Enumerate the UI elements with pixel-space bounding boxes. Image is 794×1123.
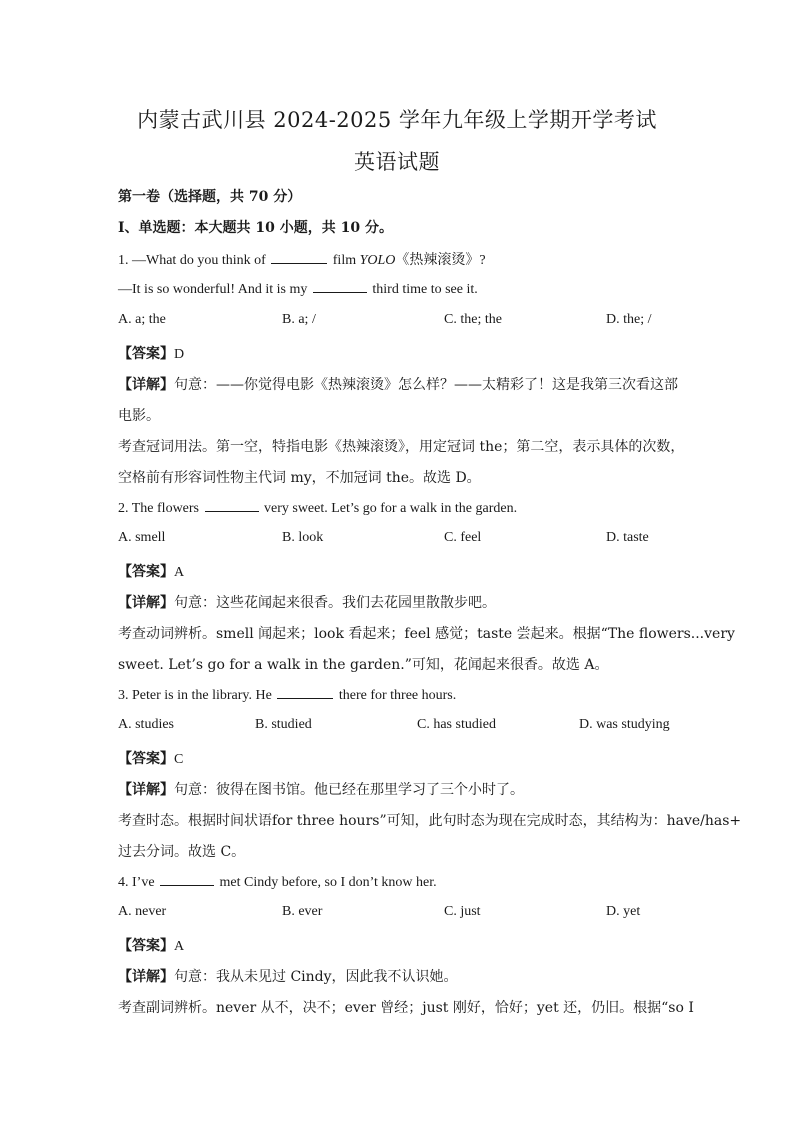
question-4-answer: 【答案】A xyxy=(118,938,185,954)
document-subtitle: 英语试题 xyxy=(354,150,440,174)
question-2-detail: 【详解】句意：这些花闻起来很香。我们去花园里散散步吧。 xyxy=(118,595,496,611)
question-4-option-b: B. ever xyxy=(282,904,323,919)
answer-blank xyxy=(271,251,327,264)
question-1-option-d: D. the; / xyxy=(606,312,652,327)
question-3-option-c: C. has studied xyxy=(417,717,496,732)
question-1-option-b: B. a; / xyxy=(282,312,316,327)
question-4-option-a: A. never xyxy=(118,904,167,919)
question-2-option-c: C. feel xyxy=(444,530,482,545)
question-4-analysis: 考查副词辨析。never 从不，决不；ever 曾经；just 刚好，恰好；yet 还，仍旧。根据“so I xyxy=(118,1000,694,1016)
answer-blank xyxy=(313,280,367,293)
answer-blank xyxy=(160,873,214,886)
question-1-answer: 【答案】D xyxy=(118,346,185,362)
question-2-answer: 【答案】A xyxy=(118,564,185,580)
question-3-option-b: B. studied xyxy=(255,717,312,732)
question-3-analysis-cont: 过去分词。故选 C。 xyxy=(118,844,246,860)
question-1-analysis-cont: 空格前有形容词性物主代词 my，不加冠词 the。故选 D。 xyxy=(118,470,481,486)
question-2-option-d: D. taste xyxy=(606,530,649,545)
question-1-detail: 【详解】句意：——你觉得电影《热辣滚烫》怎么样？——太精彩了！这是我第三次看这部 xyxy=(118,377,678,393)
document-title: 内蒙古武川县 2024-2025 学年九年级上学期开学考试 xyxy=(137,108,657,132)
question-3-analysis: 考查时态。根据时间状语for three hours”可知，此句时态为现在完成时态，其结构为：have/has+ xyxy=(118,813,742,829)
question-2-stem: 2. The flowers very sweet. Let’s go for a walk in the garden. xyxy=(118,501,518,516)
question-4-detail: 【详解】句意：我从未见过 Cindy，因此我不认识她。 xyxy=(118,969,458,985)
question-3-detail: 【详解】句意：彼得在图书馆。他已经在那里学习了三个小时了。 xyxy=(118,782,524,798)
question-4-stem: 4. I’ve met Cindy before, so I don’t know her. xyxy=(118,875,437,890)
question-1-line2: —It is so wonderful! And it is my third time to see it. xyxy=(118,282,478,297)
question-1-option-c: C. the; the xyxy=(444,312,502,327)
question-3-answer: 【答案】C xyxy=(118,751,184,767)
question-1-stem: 1. —What do you think of film YOLO《热辣滚烫》? xyxy=(118,253,486,268)
question-3-stem: 3. Peter is in the library. He there for three hours. xyxy=(118,688,457,703)
part-heading: I、单选题：本大题共 10 小题，共 10 分。 xyxy=(118,220,394,236)
question-3-option-d: D. was studying xyxy=(579,717,670,732)
question-1-analysis: 考查冠词用法。第一空，特指电影《热辣滚烫》，用定冠词 the；第二空，表示具体的次数， xyxy=(118,439,685,455)
question-2-analysis-cont: sweet. Let’s go for a walk in the garden.”可知，花闻起来很香。故选 A。 xyxy=(118,657,609,673)
question-1-option-a: A. a; the xyxy=(118,312,166,327)
question-1-detail-cont: 电影。 xyxy=(118,408,160,424)
answer-blank xyxy=(277,686,333,699)
answer-blank xyxy=(205,499,259,512)
question-3-option-a: A. studies xyxy=(118,717,174,732)
question-4-option-d: D. yet xyxy=(606,904,641,919)
section-heading: 第一卷（选择题，共 70 分） xyxy=(118,189,302,205)
question-2-option-b: B. look xyxy=(282,530,324,545)
question-4-option-c: C. just xyxy=(444,904,481,919)
question-2-analysis: 考查动词辨析。smell 闻起来；look 看起来；feel 感觉；taste 尝起来。根据“The flowers...very xyxy=(118,626,735,642)
question-2-option-a: A. smell xyxy=(118,530,166,545)
